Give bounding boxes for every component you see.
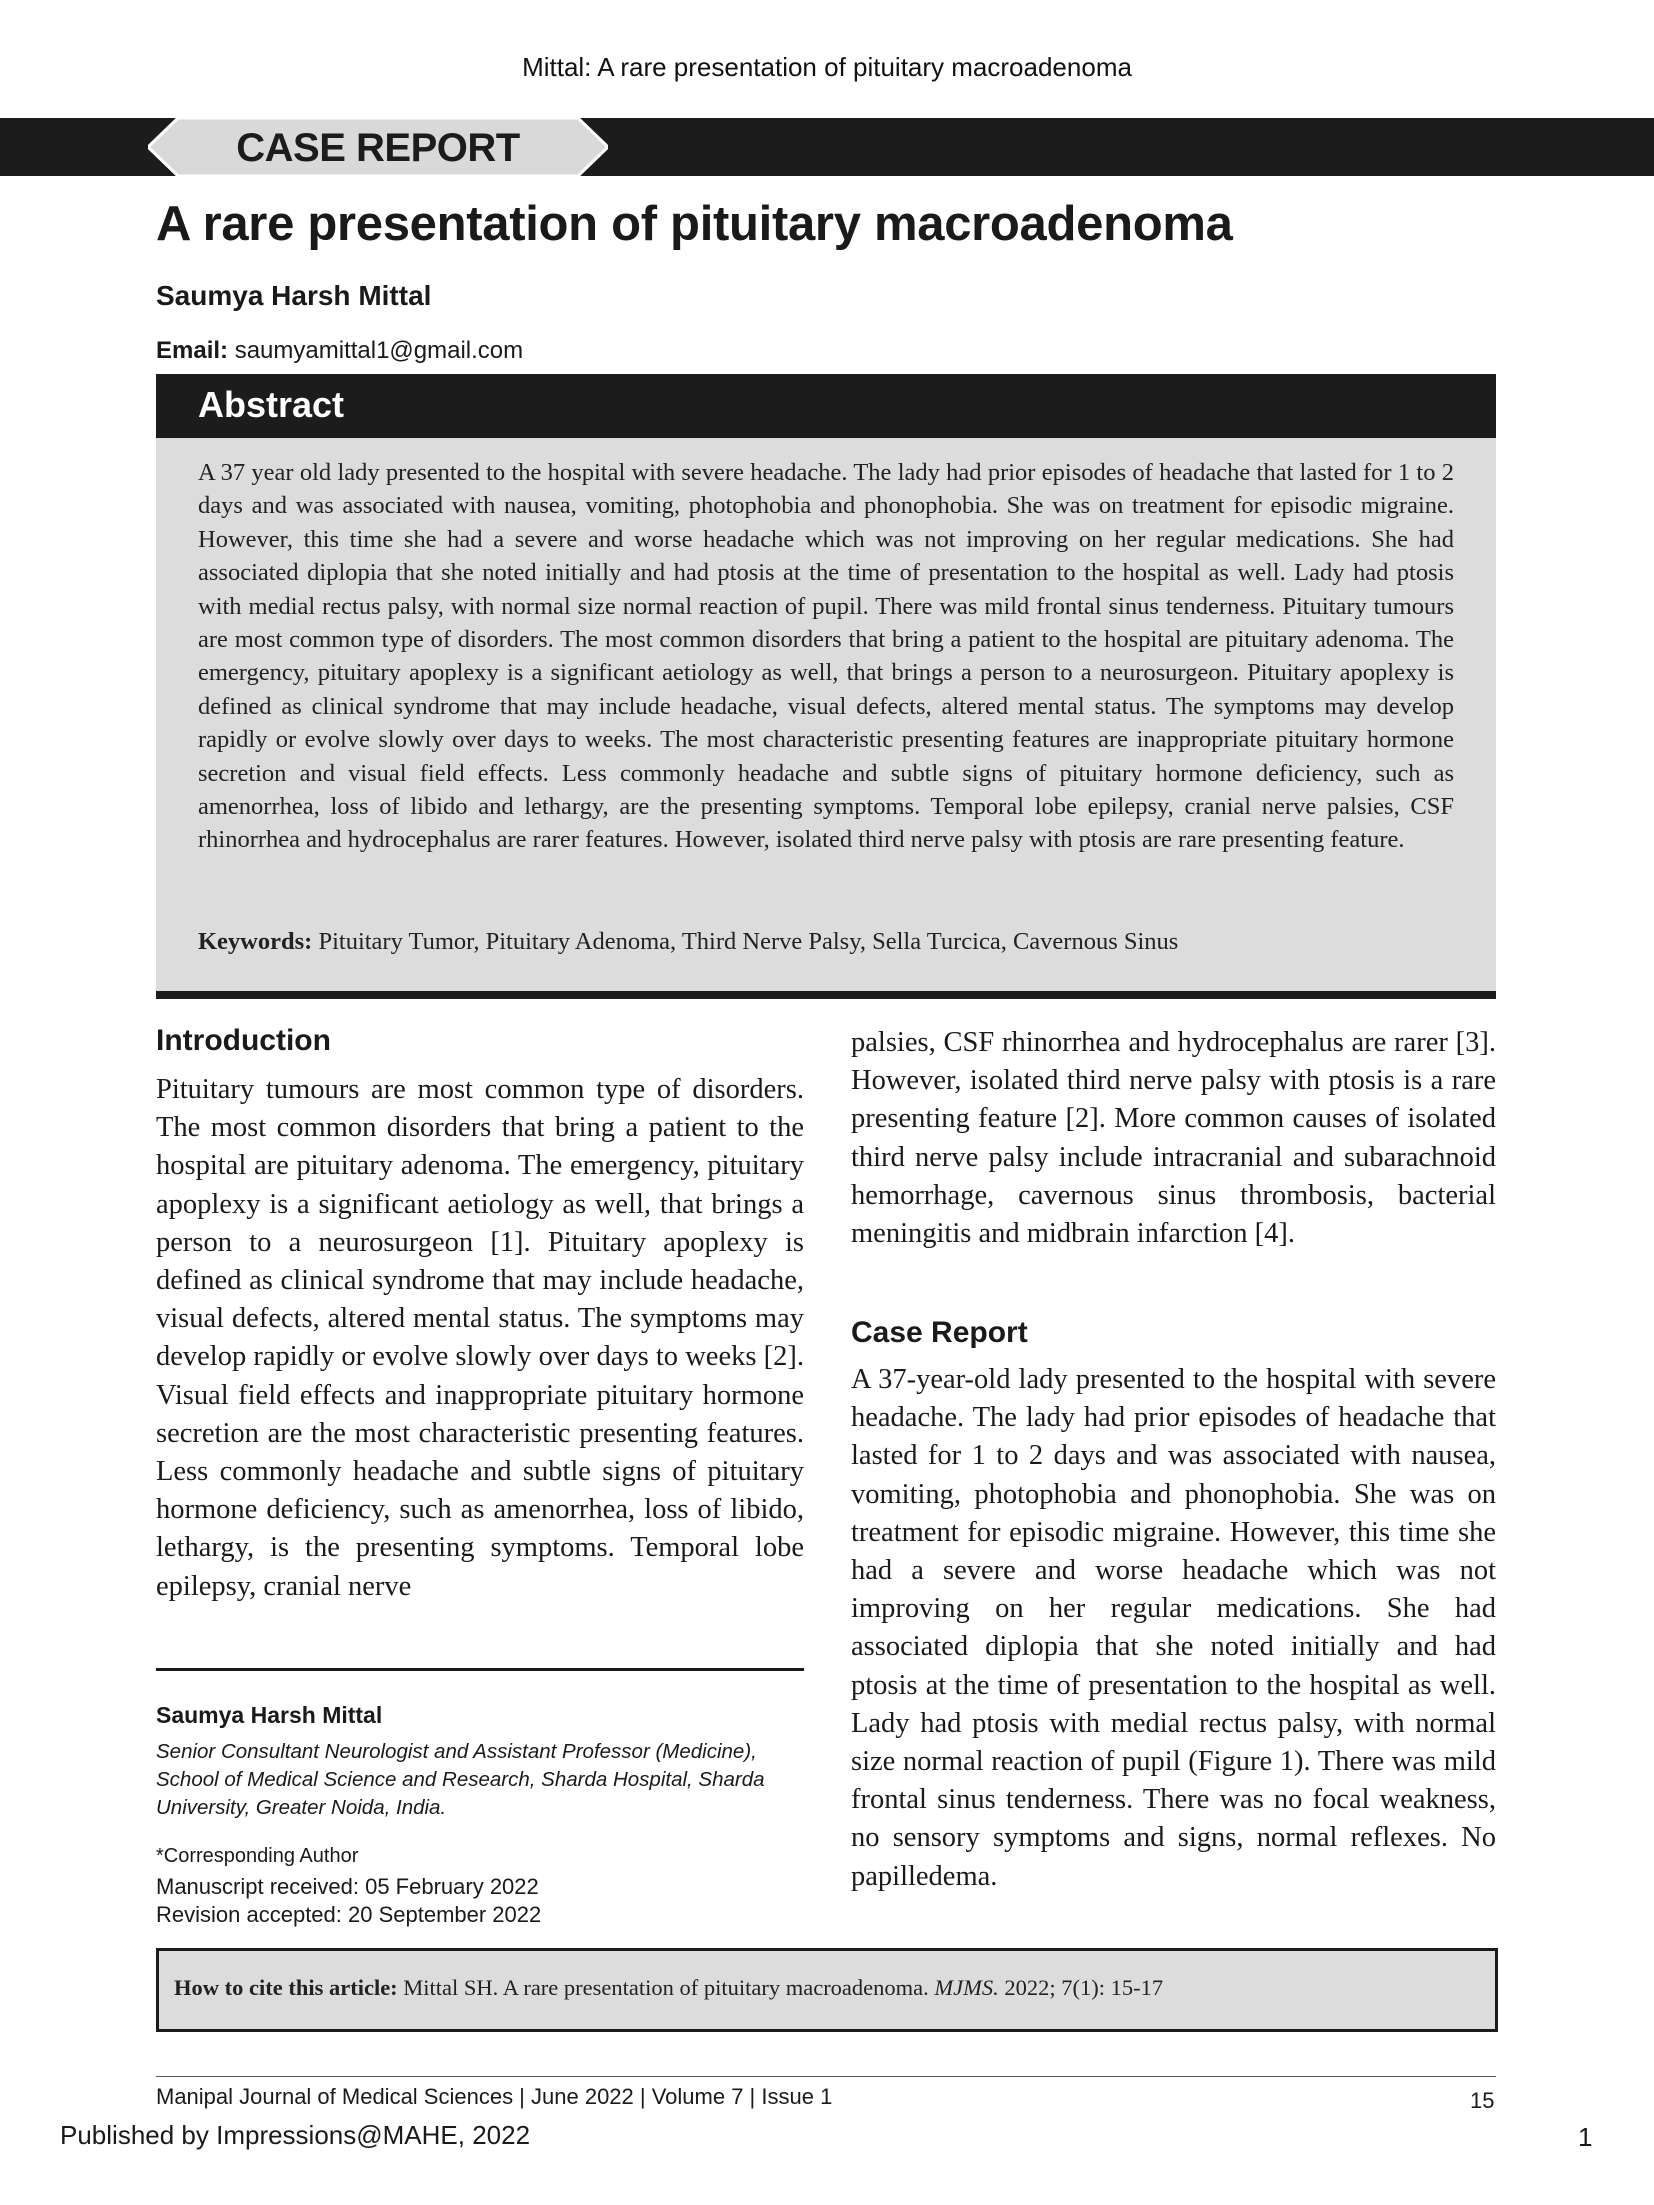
- abstract-bottom-rule: [156, 991, 1496, 999]
- abstract-heading: Abstract: [198, 384, 345, 425]
- case-report-text: A 37-year-old lady presented to the hospital with severe headache. The lady had prior episodes of headache that lasted for 1 to 2 days and was associated with nausea, vomiting, photophobia and phonophobia. She was on treatment for episodic migraine. However, this time she had a severe and worse headache which was not improving on her regular medications. She had associated diplopia that she noted initially and had ptosis at the time of presentation to the hospital as well. Lady had ptosis with medial rectus palsy, with normal size normal reaction of pupil (Figure 1). There was mild frontal sinus tenderness. There was no focal weakness, no sensory symptoms and signs, normal reflexes. No papilledema.: [851, 1364, 1496, 1892]
- citation-details: 2022; 7(1): 15-17: [1004, 1975, 1164, 2000]
- sheet-number: 1: [1578, 2122, 1593, 2152]
- introduction-continuation: palsies, CSF rhinorrhea and hydrocephalus are rarer [3]. However, isolated third nerve palsy with ptosis is a rare presenting feature [2]. More common causes of isolated third nerve palsy include intracranial and subarachnoid hemorrhage, cavernous sinus thrombosis, bacterial meningitis and midbrain infarction [4].: [851, 1027, 1496, 1250]
- banner-label: CASE REPORT: [236, 126, 520, 170]
- keywords-label: Keywords:: [198, 928, 313, 955]
- abstract-box: [156, 438, 1496, 991]
- footer-page-number: 15: [1470, 2088, 1495, 2113]
- introduction-heading: Introduction: [156, 1024, 331, 1057]
- case-report-banner: [148, 118, 608, 176]
- revision-accepted: Revision accepted: 20 September 2022: [156, 1902, 542, 1927]
- citation-text: [174, 1975, 1163, 2001]
- citation-box: [156, 1948, 1498, 2032]
- citation-reference: Mittal SH. A rare presentation of pituitary macroadenoma.: [403, 1975, 929, 2000]
- keywords: [198, 928, 1454, 956]
- email-label: Email:: [156, 337, 229, 364]
- citation-label: How to cite this article:: [174, 1975, 398, 2000]
- footer-journal-line: Manipal Journal of Medical Sciences | June 2022 | Volume 7 | Issue 1: [156, 2084, 833, 2109]
- affiliation-description: Senior Consultant Neurologist and Assistant Professor (Medicine), School of Medical Science and Research, Sharda Hospital, Sharda University, Greater Noida, India.: [156, 1740, 765, 1819]
- publisher-line: Published by Impressions@MAHE, 2022: [60, 2120, 531, 2150]
- footnote-divider: [156, 1668, 804, 1671]
- article-title: A rare presentation of pituitary macroadenoma: [156, 197, 1233, 251]
- author-email: [156, 337, 523, 365]
- abstract-text: A 37 year old lady presented to the hospital with severe headache. The lady had prior episodes of headache that lasted for 1 to 2 days and was associated with nausea, vomiting, photophobia and phonophobia. She was on treatment for episodic migraine. However, this time she had a severe and worse headache which was not improving on her regular medications. She had associated diplopia that she noted initially and had ptosis at the time of presentation to the hospital as well. Lady had ptosis with medial rectus palsy, with normal size normal reaction of pupil. There was mild frontal sinus tenderness. Pituitary tumours are most common type of disorders. The most common disorders that bring a patient to the hospital are pituitary adenoma. The emergency, pituitary apoplexy is a significant aetiology as well, that brings a person to a neurosurgeon. Pituitary apoplexy is defined as clinical syndrome that may include headache, visual defects, altered mental status. The symptoms may develop rapidly or evolve slowly over days to weeks. The most characteristic presenting features are inappropriate pituitary hormone secretion and visual field effects. Less commonly headache and subtle signs of pituitary hormone deficiency, such as amenorrhea, loss of libido and lethargy, are the presenting symptoms. Temporal lobe epilepsy, cranial nerve palsies, CSF rhinorrhea and hydrocephalus are rarer features. However, isolated third nerve palsy with ptosis are rare presenting feature.: [198, 459, 1454, 854]
- abstract-header: [156, 374, 1496, 438]
- email-address[interactable]: saumyamittal1@gmail.com: [234, 337, 524, 364]
- keywords-list: Pituitary Tumor, Pituitary Adenoma, Third Nerve Palsy, Sella Turcica, Cavernous Sinus: [318, 928, 1179, 955]
- manuscript-received: Manuscript received: 05 February 2022: [156, 1874, 539, 1899]
- author-name: Saumya Harsh Mittal: [156, 280, 432, 311]
- corresponding-author-note: *Corresponding Author: [156, 1845, 359, 1867]
- citation-journal: MJMS.: [934, 1975, 999, 2000]
- affiliation-name: Saumya Harsh Mittal: [156, 1702, 383, 1728]
- case-report-heading: Case Report: [851, 1316, 1028, 1349]
- footer-rule: [156, 2076, 1496, 2077]
- running-head: Mittal: A rare presentation of pituitary macroadenoma: [522, 52, 1132, 82]
- introduction-text: Pituitary tumours are most common type of disorders. The most common disorders that bring a patient to the hospital are pituitary adenoma. The emergency, pituitary apoplexy is a significant aetiology as well, that brings a person to a neurosurgeon [1]. Pituitary apoplexy is defined as clinical syndrome that may include headache, visual defects, altered mental status. The symptoms may develop rapidly or evolve slowly over days to weeks [2]. Visual field effects and inappropriate pituitary hormone secretion are the most characteristic presenting features. Less commonly headache and subtle signs of pituitary hormone deficiency, such as amenorrhea, loss of libido, lethargy, is the presenting symptoms. Temporal lobe epilepsy, cranial nerve: [156, 1074, 804, 1602]
